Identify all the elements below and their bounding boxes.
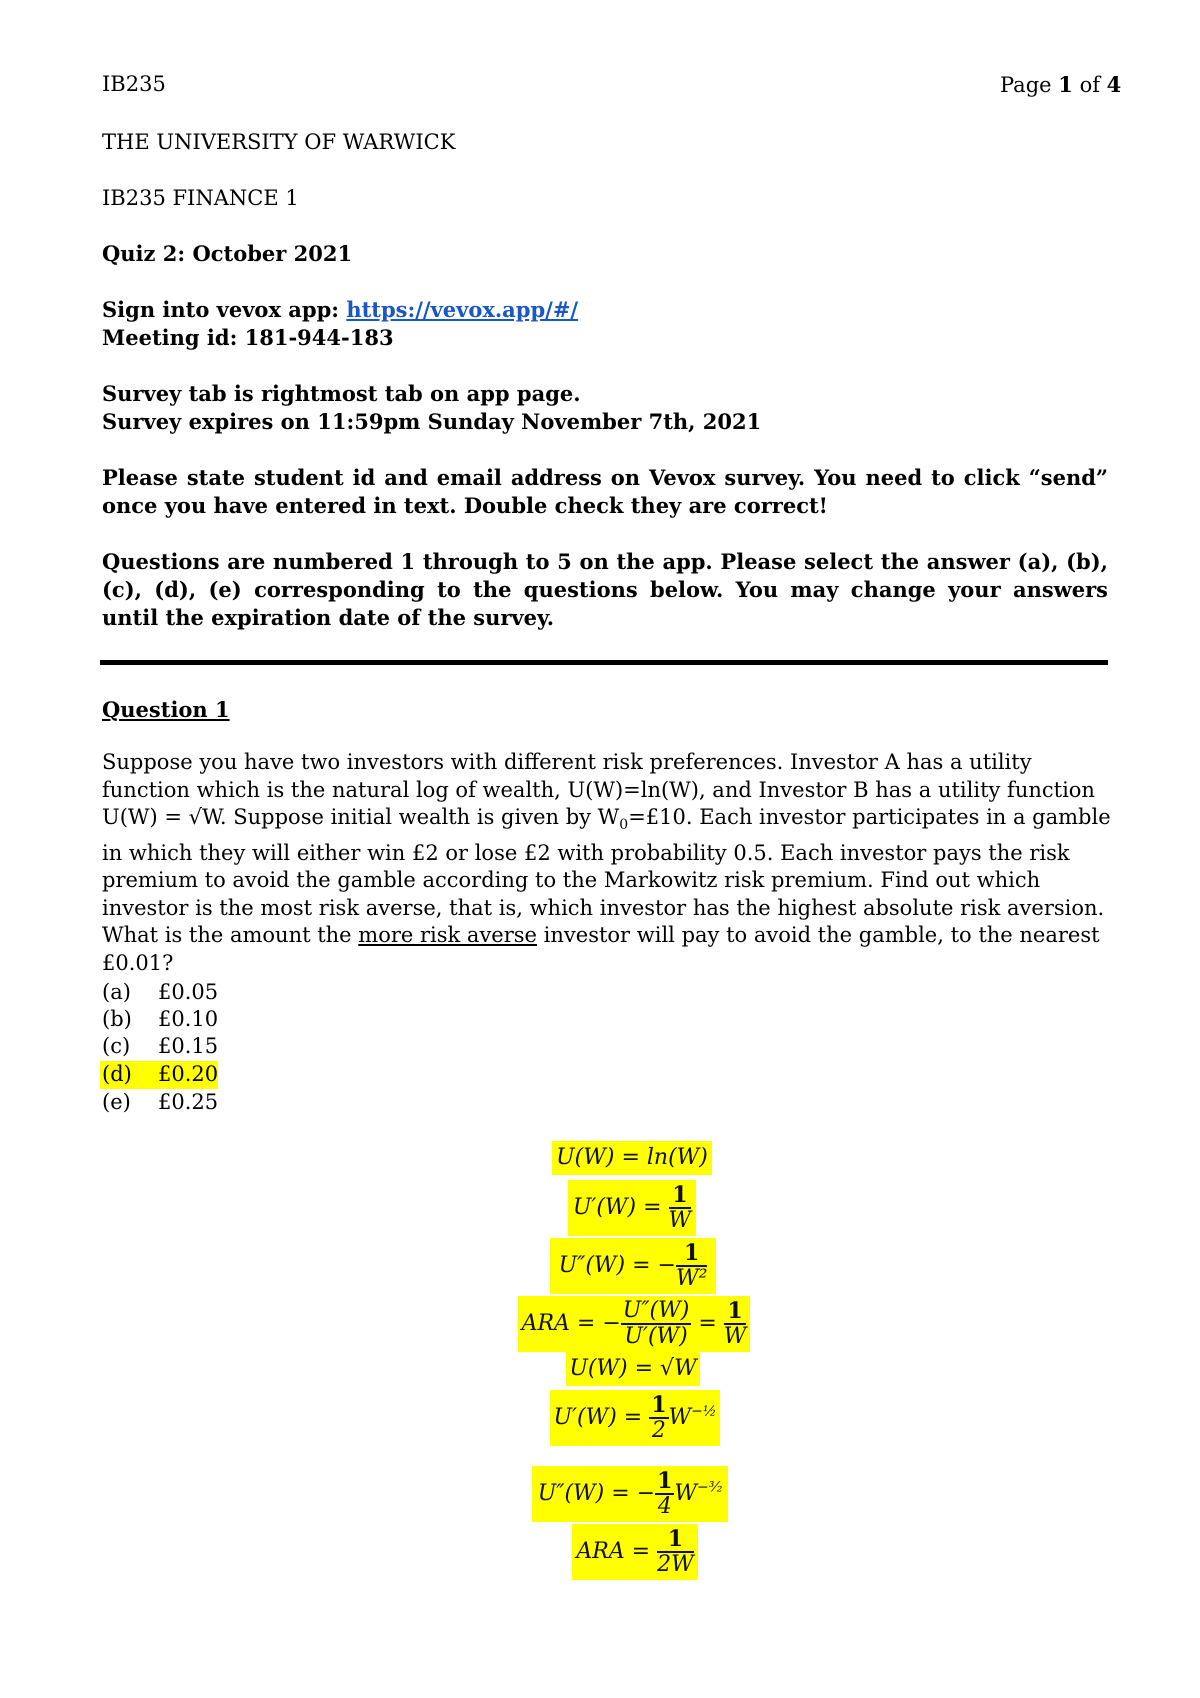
quiz-title: Quiz 2: October 2021 <box>102 241 353 266</box>
eq3-lhs: U″(W) = − <box>558 1253 676 1278</box>
equation-first-derivative-sqrt <box>550 1390 720 1446</box>
eq4-den: U′(W) <box>624 1324 688 1349</box>
signin-line <box>102 296 578 324</box>
question-text-part3: investor will pay to avoid the gamble, to the nearest £0.01? <box>102 923 1100 975</box>
question-text-underlined: more risk averse <box>358 923 537 948</box>
page-prefix: Page <box>1000 73 1059 97</box>
eq7-den: 4 <box>657 1494 672 1519</box>
eq3-fraction <box>676 1241 707 1291</box>
option-value: £0.10 <box>158 1007 219 1031</box>
instruction-2: Questions are numbered 1 through to 5 on the app. Please select the answer (a), (b), (c), (d), (e) corresponding to the questions below. You may change your answers until the expiration date of the survey. <box>102 549 1108 630</box>
eq4-num2: 1 <box>724 1299 747 1325</box>
option-value: £0.15 <box>158 1034 219 1058</box>
equation-second-derivative-ln <box>550 1238 716 1294</box>
option-value: £0.20 <box>158 1062 219 1086</box>
course-code-header: IB235 <box>102 72 166 96</box>
eq8-fraction <box>657 1527 694 1577</box>
option-label: (c) <box>102 1034 131 1058</box>
eq6-var: W <box>668 1405 692 1430</box>
question-text-subscript: 0 <box>619 817 629 834</box>
eq2-num: 1 <box>669 1183 692 1209</box>
equation-first-derivative-ln <box>568 1180 696 1236</box>
eq3-num: 1 <box>676 1241 707 1267</box>
vevox-link[interactable]: https://vevox.app/#/ <box>346 297 579 322</box>
eq2-fraction <box>669 1183 692 1233</box>
question-1-text <box>102 749 1112 977</box>
eq4-fraction-1 <box>621 1299 692 1349</box>
eq2-lhs: U′(W) = <box>572 1195 669 1220</box>
survey-expiry: Survey expires on 11:59pm Sunday November 7th, 2021 <box>102 409 762 434</box>
signin-label: Sign into vevox app: <box>102 297 347 322</box>
page-number: 1 <box>1058 72 1073 97</box>
option-label: (e) <box>102 1090 131 1114</box>
equation-utility-sqrt: U(W) = √W <box>566 1352 700 1386</box>
question-1-title: Question 1 <box>102 697 230 722</box>
meeting-id: Meeting id: 181-944-183 <box>102 325 394 350</box>
eq2-den: W <box>668 1208 692 1233</box>
eq6-exponent: −½ <box>691 1403 717 1420</box>
eq8-num: 1 <box>657 1527 694 1553</box>
option-value: £0.25 <box>158 1090 219 1114</box>
eq4-num: U″(W) <box>622 1298 690 1323</box>
instruction-1: Please state student id and email address on Vevox survey. You need to click “send” once you have entered in text. Double check they are correct! <box>102 465 1108 518</box>
page-of: of <box>1072 73 1107 97</box>
equation-utility-ln: U(W) = ln(W) <box>552 1141 712 1175</box>
question-text-part1: Suppose you have two investors with different risk preferences. Investor A has a utility function which is the natural log of wealth, U(W)=ln(W), and Investor B has a utility function U(W) = √W. Suppose initial wealth is given by W <box>102 750 1095 829</box>
eq6-lhs: U′(W) = <box>553 1405 650 1430</box>
equation-ara-sqrt <box>572 1524 698 1580</box>
equation-ara-ln <box>518 1296 750 1352</box>
eq7-lhs: U″(W) = − <box>537 1481 656 1506</box>
page-indicator <box>1000 72 1121 97</box>
university-name: THE UNIVERSITY OF WARWICK <box>102 130 456 154</box>
equation-second-derivative-sqrt <box>532 1466 728 1522</box>
course-title: IB235 FINANCE 1 <box>102 186 299 210</box>
eq7-exponent: −³⁄₂ <box>697 1479 723 1496</box>
eq6-fraction <box>649 1393 668 1443</box>
eq6-den: 2 <box>651 1418 666 1443</box>
eq7-var: W <box>674 1481 698 1506</box>
eq6-num: 1 <box>651 1392 667 1418</box>
eq4-fraction-2 <box>724 1299 747 1349</box>
eq4-den2: W <box>723 1324 747 1349</box>
option-value: £0.05 <box>158 980 219 1004</box>
eq3-den: W² <box>675 1266 708 1291</box>
page-total: 4 <box>1106 72 1122 97</box>
option-label: (d) <box>102 1062 132 1086</box>
survey-tab-note: Survey tab is rightmost tab on app page. <box>102 381 581 406</box>
eq8-lhs: ARA = <box>576 1539 658 1564</box>
eq7-fraction <box>655 1469 674 1519</box>
question-text-part2: =£10. Each investor participates in a gamble in which they will either win £2 or lose £2 with probability 0.5. Each investor pays the risk premium to avoid the gamble according to the Markowitz risk premium. Find out which investor is the most risk averse, that is, which investor has the highest absolute risk aversion. What is the amount the <box>102 805 1111 948</box>
eq4-equals: = <box>691 1311 724 1336</box>
option-label: (a) <box>102 980 131 1004</box>
option-label: (b) <box>102 1007 132 1031</box>
eq4-lhs: ARA = − <box>521 1311 621 1336</box>
eq7-num: 1 <box>657 1468 673 1494</box>
section-divider <box>100 660 1108 665</box>
eq8-den: 2W <box>657 1552 694 1577</box>
